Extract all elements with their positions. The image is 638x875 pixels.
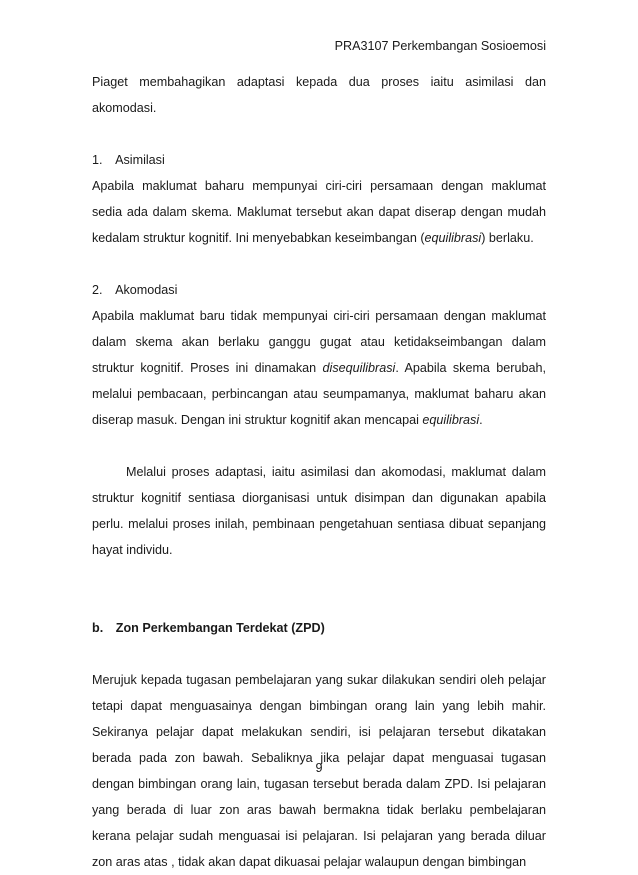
page-body	[92, 69, 546, 875]
running-header: PRA3107 Perkembangan Sosioemosi	[334, 39, 546, 53]
term-disequilibrasi: disequilibrasi	[322, 361, 396, 375]
zpd-heading: b. Zon Perkembangan Terdekat (ZPD)	[92, 621, 325, 635]
page-number: 9	[315, 761, 323, 775]
term-equilibrasi-2: equilibrasi	[422, 413, 480, 427]
summary-paragraph: Melalui proses adaptasi, iaitu asimilasi dan akomodasi, maklumat dalam struktur kognitif sentiasa diorganisasi untuk disimpan dan digunakan apabila perlu. melalui proses inilah, pembinaan pengetahuan sentiasa dibuat sepanjang hayat individu.	[92, 465, 546, 557]
akomodasi-heading: 2. Akomodasi	[92, 283, 178, 297]
zpd-paragraph: Merujuk kepada tugasan pembelajaran yang sukar dilakukan sendiri oleh pelajar tetapi dapat menguasainya dengan bimbingan orang lain yang lebih mahir. Sekiranya pelajar dapat melakukan sendiri, isi pelajaran tersebut dikatakan berada pada zon bawah. Sebaliknya jika pelajar dapat menguasai tugasan dengan bimbingan orang lain, tugasan tersebut berada dalam ZPD. Isi pelajaran yang berada di luar zon aras bawah bermakna tidak berlaku pembelajaran kerana pelajar sudah menguasai isi pelajaran. Isi pelajaran yang berada diluar zon aras atas , tidak akan dapat dikuasai pelajar walaupun dengan bimbingan	[92, 673, 546, 869]
asimilasi-paragraph: Apabila maklumat baharu mempunyai ciri-ciri persamaan dengan maklumat sedia ada dalam skema. Maklumat tersebut akan dapat diserap dengan mudah kedalam struktur kognitif. Ini menyebabkan keseimbangan (equilibrasi) berlaku.	[92, 179, 546, 245]
term-equilibrasi: equilibrasi	[424, 231, 482, 245]
akomodasi-paragraph: Apabila maklumat baru tidak mempunyai ciri-ciri persamaan dengan maklumat dalam skema akan berlaku ganggu gugat atau ketidakseimbangan dalam struktur kognitif. Proses ini dinamakan disequilibrasi. Apabila skema berubah, melalui pembacaan, perbincangan atau seumpamanya, maklumat baharu akan diserap masuk. Dengan ini struktur kognitif akan mencapai equilibrasi.	[92, 309, 547, 427]
asimilasi-heading: 1. Asimilasi	[92, 153, 165, 167]
intro-paragraph: Piaget membahagikan adaptasi kepada dua proses iaitu asimilasi dan akomodasi.	[92, 75, 546, 115]
